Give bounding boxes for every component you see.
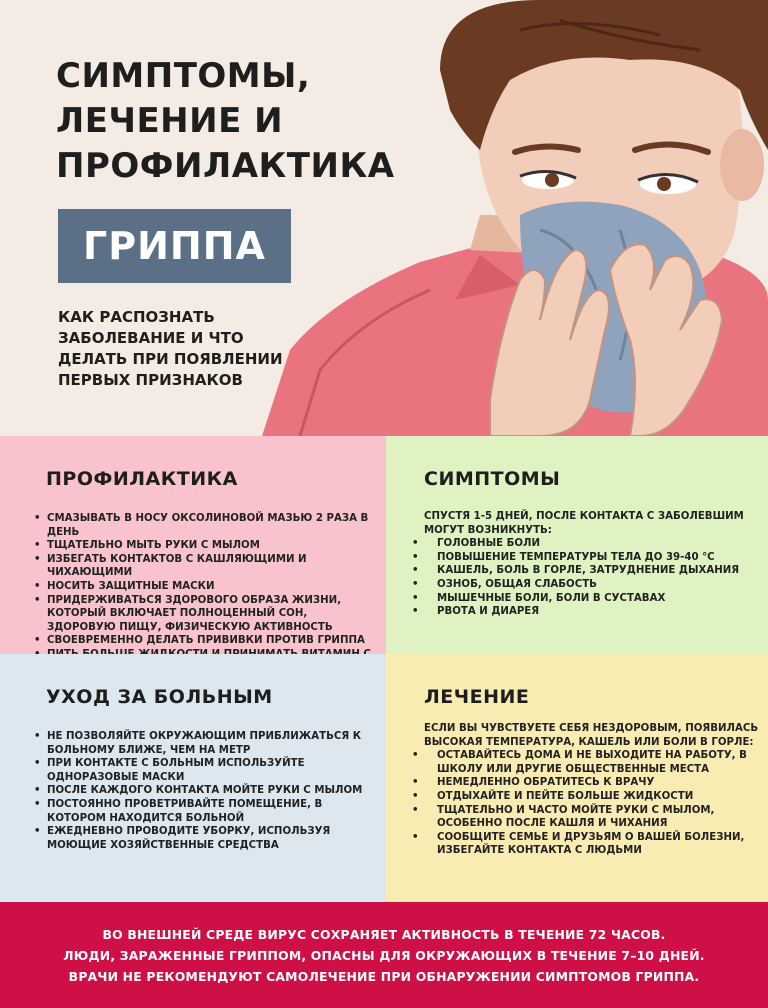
list-item: • КАШЕЛЬ, БОЛЬ В ГОРЛЕ, ЗАТРУДНЕНИЕ ДЫХАНИЯ — [424, 564, 759, 578]
subtitle-line-1: КАК РАСПОЗНАТЬ — [58, 308, 215, 326]
symptoms-body — [424, 510, 759, 619]
care-list — [34, 730, 374, 852]
title-line-2: ЛЕЧЕНИЕ И — [56, 101, 284, 141]
disease-banner — [58, 209, 291, 283]
treatment-intro: ЕСЛИ ВЫ ЧУВСТВУЕТЕ СЕБЯ НЕЗДОРОВЫМ, ПОЯВИЛАСЬ ВЫСОКАЯ ТЕМПЕРАТУРА, КАШЕЛЬ ИЛИ БОЛИ В ГОРЛЕ: — [424, 723, 759, 748]
prevention-list — [34, 512, 379, 662]
title-line-3: ПРОФИЛАКТИКА — [56, 146, 395, 186]
disease-name: ГРИППА — [83, 224, 266, 268]
list-item: • РВОТА И ДИАРЕЯ — [424, 605, 759, 619]
care-body — [34, 730, 374, 852]
footer-line-2: ЛЮДИ, ЗАРАЖЕННЫЕ ГРИППОМ, ОПАСНЫ ДЛЯ ОКРУЖАЮЩИХ В ТЕЧЕНИЕ 7–10 ДНЕЙ. — [63, 947, 705, 963]
list-item: • ОТДЫХАЙТЕ И ПЕЙТЕ БОЛЬШЕ ЖИДКОСТИ — [424, 790, 759, 804]
list-item: • ОЗНОБ, ОБЩАЯ СЛАБОСТЬ — [424, 578, 759, 592]
list-item: • МЫШЕЧНЫЕ БОЛИ, БОЛИ В СУСТАВАХ — [424, 592, 759, 606]
prevention-title: ПРОФИЛАКТИКА — [46, 468, 238, 490]
list-item: • ТЩАТЕЛЬНО И ЧАСТО МОЙТЕ РУКИ С МЫЛОМ, ОСОБЕННО ПОСЛЕ КАШЛЯ И ЧИХАНИЯ — [424, 804, 759, 831]
footer-banner — [0, 902, 768, 1008]
list-item: • НЕ ПОЗВОЛЯЙТЕ ОКРУЖАЮЩИМ ПРИБЛИЖАТЬСЯ К БОЛЬНОМУ БЛИЖЕ, ЧЕМ НА МЕТР — [34, 730, 374, 757]
symptoms-list — [424, 537, 759, 619]
subtitle — [58, 307, 318, 391]
list-item: • ПОСТОЯННО ПРОВЕТРИВАЙТЕ ПОМЕЩЕНИЕ, В КОТОРОМ НАХОДИТСЯ БОЛЬНОЙ — [34, 798, 374, 825]
list-item: • ИЗБЕГАТЬ КОНТАКТОВ С КАШЛЯЮЩИМИ И ЧИХАЮЩИМИ — [34, 553, 379, 580]
footer-line-1: ВО ВНЕШНЕЙ СРЕДЕ ВИРУС СОХРАНЯЕТ АКТИВНОСТЬ В ТЕЧЕНИЕ 72 ЧАСОВ. — [102, 926, 666, 942]
prevention-section — [0, 436, 386, 654]
care-title: УХОД ЗА БОЛЬНЫМ — [46, 686, 273, 708]
subtitle-line-3: ДЕЛАТЬ ПРИ ПОЯВЛЕНИИ — [58, 350, 283, 368]
symptoms-intro: СПУСТЯ 1-5 ДНЕЙ, ПОСЛЕ КОНТАКТА С ЗАБОЛЕВШИМ МОГУТ ВОЗНИКНУТЬ: — [424, 511, 744, 536]
list-item: • ПРИ КОНТАКТЕ С БОЛЬНЫМ ИСПОЛЬЗУЙТЕ ОДНОРАЗОВЫЕ МАСКИ — [34, 757, 374, 784]
list-item: • ЕЖЕДНЕВНО ПРОВОДИТЕ УБОРКУ, ИСПОЛЬЗУЯ МОЮЩИЕ ХОЗЯЙСТВЕННЫЕ СРЕДСТВА — [34, 825, 374, 852]
list-item: • ТЩАТЕЛЬНО МЫТЬ РУКИ С МЫЛОМ — [34, 539, 379, 553]
treatment-list — [424, 749, 759, 858]
subtitle-line-2: ЗАБОЛЕВАНИЕ И ЧТО — [58, 329, 244, 347]
treatment-body — [424, 722, 759, 858]
list-item: • ГОЛОВНЫЕ БОЛИ — [424, 537, 759, 551]
symptoms-title: СИМПТОМЫ — [424, 468, 561, 490]
list-item: • НОСИТЬ ЗАЩИТНЫЕ МАСКИ — [34, 580, 379, 594]
prevention-body — [34, 512, 379, 662]
header — [0, 0, 768, 436]
title-line-1: СИМПТОМЫ, — [56, 56, 311, 96]
list-item: • НЕМЕДЛЕННО ОБРАТИТЕСЬ К ВРАЧУ — [424, 776, 759, 790]
list-item: • ПОВЫШЕНИЕ ТЕМПЕРАТУРЫ ТЕЛА ДО 39-40 °С — [424, 551, 759, 565]
treatment-title: ЛЕЧЕНИЕ — [424, 686, 530, 708]
list-item: • СВОЕВРЕМЕННО ДЕЛАТЬ ПРИВИВКИ ПРОТИВ ГРИППА — [34, 634, 379, 648]
list-item: • СООБЩИТЕ СЕМЬЕ И ДРУЗЬЯМ О ВАШЕЙ БОЛЕЗНИ, ИЗБЕГАЙТЕ КОНТАКТА С ЛЮДЬМИ — [424, 831, 759, 858]
footer-line-3: ВРАЧИ НЕ РЕКОМЕНДУЮТ САМОЛЕЧЕНИЕ ПРИ ОБНАРУЖЕНИИ СИМПТОМОВ ГРИППА. — [68, 968, 700, 984]
list-item: • ПОСЛЕ КАЖДОГО КОНТАКТА МОЙТЕ РУКИ С МЫЛОМ — [34, 784, 374, 798]
list-item: • ПРИДЕРЖИВАТЬСЯ ЗДОРОВОГО ОБРАЗА ЖИЗНИ, КОТОРЫЙ ВКЛЮЧАЕТ ПОЛНОЦЕННЫЙ СОН, ЗДОРОВУЮ ПИЩУ, ФИЗИЧЕСКУЮ АКТИВНОСТЬ — [34, 594, 379, 635]
list-item: • СМАЗЫВАТЬ В НОСУ ОКСОЛИНОВОЙ МАЗЬЮ 2 РАЗА В ДЕНЬ — [34, 512, 379, 539]
patient-care-section — [0, 654, 386, 902]
subtitle-line-4: ПЕРВЫХ ПРИЗНАКОВ — [58, 371, 243, 389]
list-item: • ОСТАВАЙТЕСЬ ДОМА И НЕ ВЫХОДИТЕ НА РАБОТУ, В ШКОЛУ ИЛИ ДРУГИЕ ОБЩЕСТВЕННЫЕ МЕСТА — [424, 749, 759, 776]
treatment-section — [386, 654, 768, 902]
poster-title — [56, 54, 416, 189]
symptoms-section — [386, 436, 768, 654]
